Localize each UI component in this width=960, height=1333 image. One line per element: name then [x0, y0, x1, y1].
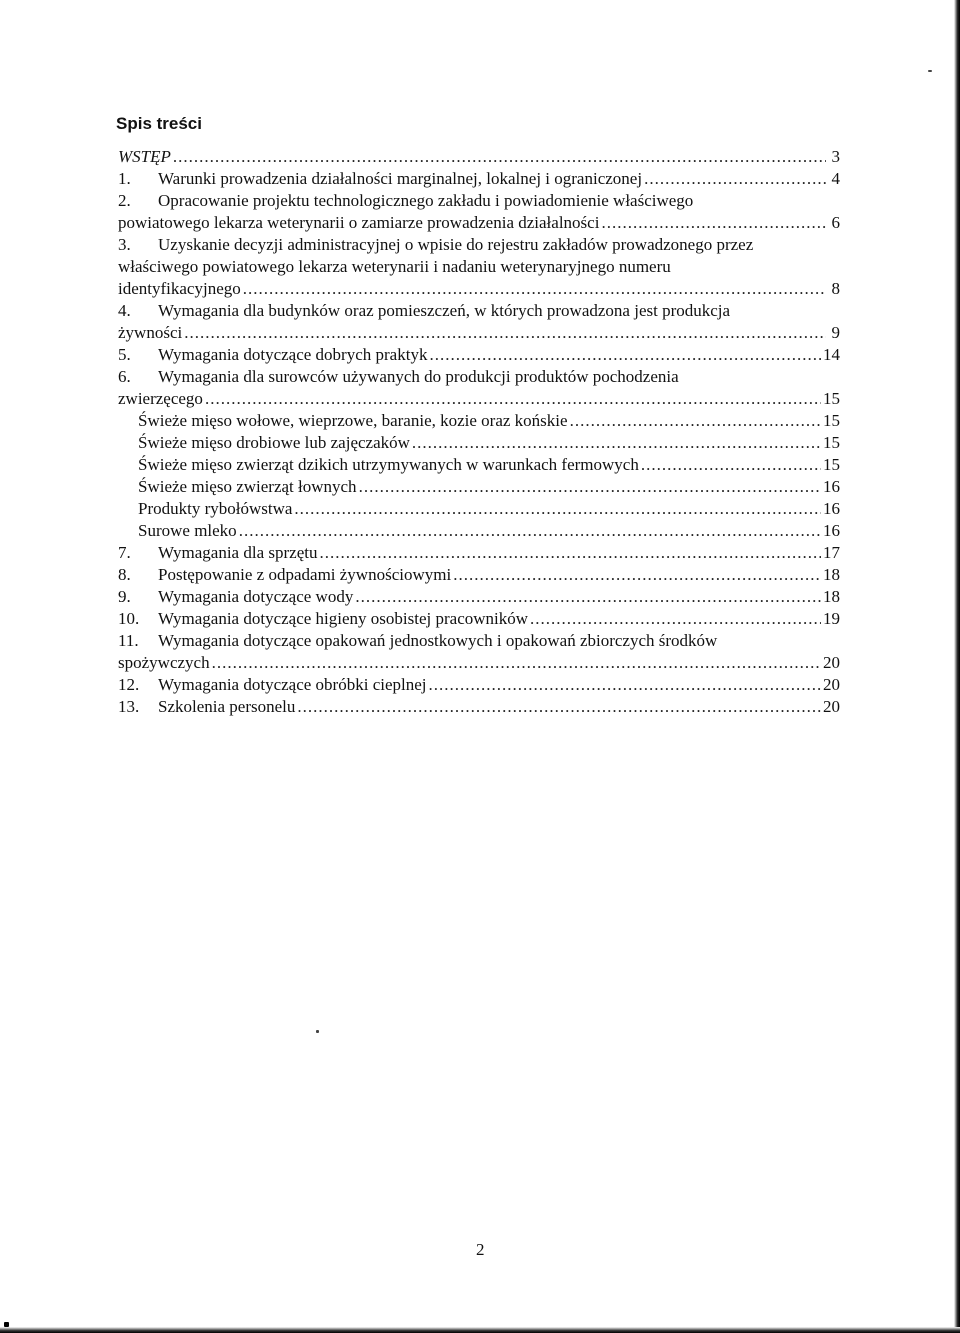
toc-page-number: 16 — [823, 499, 840, 518]
toc-line — [118, 432, 840, 454]
toc-line — [118, 652, 840, 674]
toc-page-number: 15 — [823, 389, 840, 408]
toc-entry[interactable] — [118, 498, 840, 520]
toc-entry-title: Surowe mleko — [138, 521, 237, 540]
toc-entry-number: 11. — [118, 631, 139, 650]
toc-entry[interactable] — [118, 366, 840, 410]
toc-entry[interactable] — [118, 542, 840, 564]
toc-line — [118, 146, 840, 168]
toc-line — [118, 168, 840, 190]
dot-leader — [601, 212, 826, 234]
toc-line — [118, 454, 840, 476]
toc-entry[interactable] — [118, 432, 840, 454]
toc-entry[interactable] — [118, 586, 840, 608]
toc-entry-number: 2. — [118, 191, 131, 210]
toc-entry[interactable] — [118, 476, 840, 498]
toc-entry[interactable] — [118, 146, 840, 168]
scan-speck — [928, 70, 932, 72]
toc-entry-number: 4. — [118, 301, 131, 320]
dot-leader — [644, 168, 826, 190]
toc-entry[interactable] — [118, 696, 840, 718]
toc-entry-title: Produkty rybołówstwa — [138, 499, 293, 518]
dot-leader — [294, 498, 821, 520]
toc-entry-title: Opracowanie projektu technologicznego zakładu i powiadomienie właściwego — [158, 191, 694, 210]
dot-leader — [205, 388, 821, 410]
toc-entry-number: 5. — [118, 345, 131, 364]
toc-line — [118, 630, 840, 652]
table-of-contents — [118, 146, 840, 718]
toc-entry-title: Uzyskanie decyzji administracyjnej o wpisie do rejestru zakładów prowadzonego przez — [158, 235, 754, 254]
toc-line — [118, 586, 840, 608]
dot-leader — [319, 542, 821, 564]
toc-entry-title: Wymagania dotyczące opakowań jednostkowych i opakowań zbiorczych środków — [158, 631, 718, 650]
toc-page-number: 15 — [823, 433, 840, 452]
toc-entry-title: Wymagania dotyczące higieny osobistej pracowników — [158, 609, 529, 628]
toc-entry-title: Wymagania dotyczące obróbki cieplnej — [158, 675, 427, 694]
toc-line — [118, 190, 840, 212]
toc-entry-title: WSTĘP — [118, 147, 171, 166]
toc-entry-number: 13. — [118, 697, 140, 716]
toc-line — [118, 256, 840, 278]
toc-page-number: 17 — [823, 543, 840, 562]
toc-entry-title: Szkolenia personelu — [158, 697, 296, 716]
toc-entry[interactable] — [118, 344, 840, 366]
toc-line — [118, 212, 840, 234]
dot-leader — [173, 146, 826, 168]
toc-entry-title: Świeże mięso wołowe, wieprzowe, baranie, kozie oraz końskie — [138, 411, 568, 430]
toc-entry-title: Świeże mięso drobiowe lub zajęczaków — [138, 433, 410, 452]
dot-leader — [530, 608, 821, 630]
dot-leader — [359, 476, 821, 498]
toc-entry-title: żywności — [118, 323, 183, 342]
toc-page-number: 20 — [823, 697, 840, 716]
toc-entry-title: Warunki prowadzenia działalności marginalnej, lokalnej i ograniczonej — [158, 169, 643, 188]
toc-line — [118, 674, 840, 696]
toc-page-number: 6 — [831, 213, 840, 232]
toc-entry-title: spożywczych — [118, 653, 210, 672]
toc-entry[interactable] — [118, 410, 840, 432]
dot-leader — [429, 674, 822, 696]
page-number: 2 — [476, 1240, 485, 1259]
toc-entry[interactable] — [118, 190, 840, 234]
dot-leader — [453, 564, 821, 586]
toc-entry-number: 8. — [118, 565, 131, 584]
toc-entry-number: 1. — [118, 169, 131, 188]
scan-edge-right — [954, 0, 960, 1333]
toc-page-number: 18 — [823, 565, 840, 584]
toc-page-number: 15 — [823, 411, 840, 430]
toc-line — [118, 366, 840, 388]
toc-entry[interactable] — [118, 520, 840, 542]
toc-entry[interactable] — [118, 454, 840, 476]
toc-page-number: 3 — [831, 147, 840, 166]
toc-line — [118, 322, 840, 344]
toc-line — [118, 234, 840, 256]
toc-entry[interactable] — [118, 234, 840, 300]
toc-entry-title: właściwego powiatowego lekarza weterynarii i nadaniu weterynaryjnego numeru — [118, 257, 671, 276]
dot-leader — [297, 696, 821, 718]
toc-entry-title: Wymagania dotyczące dobrych praktyk — [158, 345, 428, 364]
toc-entry-title: powiatowego lekarza weterynarii o zamiarze prowadzenia działalności — [118, 213, 600, 232]
toc-line — [118, 564, 840, 586]
toc-page-number: 16 — [823, 521, 840, 540]
toc-entry-number: 6. — [118, 367, 131, 386]
dot-leader — [184, 322, 826, 344]
toc-entry-number: 3. — [118, 235, 131, 254]
toc-entry-title: Postępowanie z odpadami żywnościowymi — [158, 565, 452, 584]
scan-speck — [316, 1030, 319, 1033]
toc-entry[interactable] — [118, 608, 840, 630]
toc-entry-title: Wymagania dotyczące wody — [158, 587, 354, 606]
toc-entry-number: 7. — [118, 543, 131, 562]
toc-entry[interactable] — [118, 300, 840, 344]
toc-line — [118, 542, 840, 564]
toc-entry[interactable] — [118, 564, 840, 586]
toc-entry-number: 9. — [118, 587, 131, 606]
dot-leader — [212, 652, 821, 674]
toc-line — [118, 476, 840, 498]
scan-edge-bottom — [0, 1327, 960, 1333]
toc-entry-title: zwierzęcego — [118, 389, 203, 408]
toc-page-number: 8 — [831, 279, 840, 298]
toc-entry[interactable] — [118, 630, 840, 674]
toc-entry-title: Świeże mięso zwierząt dzikich utrzymywanych w warunkach fermowych — [138, 455, 639, 474]
toc-page-number: 14 — [823, 345, 840, 364]
dot-leader — [243, 278, 826, 300]
toc-page-number: 9 — [831, 323, 840, 342]
toc-page-number: 20 — [823, 653, 840, 672]
dot-leader — [429, 344, 821, 366]
toc-line — [118, 278, 840, 300]
toc-entry-title: Wymagania dla budynków oraz pomieszczeń, w których prowadzona jest produkcja — [158, 301, 731, 320]
toc-entry[interactable] — [118, 674, 840, 696]
toc-entry[interactable] — [118, 168, 840, 190]
toc-line — [118, 344, 840, 366]
toc-title: Spis treści — [116, 114, 202, 133]
toc-line — [118, 498, 840, 520]
dot-leader — [641, 454, 821, 476]
toc-entry-number: 12. — [118, 675, 140, 694]
toc-line — [118, 300, 840, 322]
toc-line — [118, 520, 840, 542]
toc-page-number: 4 — [831, 169, 840, 188]
scan-speck — [4, 1322, 9, 1327]
toc-page-number: 20 — [823, 675, 840, 694]
toc-page-number: 19 — [823, 609, 840, 628]
toc-entry-number: 10. — [118, 609, 140, 628]
dot-leader — [355, 586, 821, 608]
toc-entry-title: Wymagania dla surowców używanych do produkcji produktów pochodzenia — [158, 367, 679, 386]
dot-leader — [239, 520, 821, 542]
toc-entry-title: identyfikacyjnego — [118, 279, 241, 298]
toc-page-number: 15 — [823, 455, 840, 474]
toc-page-number: 18 — [823, 587, 840, 606]
toc-entry-title: Świeże mięso zwierząt łownych — [138, 477, 357, 496]
toc-line — [118, 388, 840, 410]
toc-line — [118, 696, 840, 718]
dot-leader — [412, 432, 821, 454]
dot-leader — [570, 410, 821, 432]
toc-entry-title: Wymagania dla sprzętu — [158, 543, 318, 562]
toc-line — [118, 410, 840, 432]
toc-page-number: 16 — [823, 477, 840, 496]
toc-line — [118, 608, 840, 630]
